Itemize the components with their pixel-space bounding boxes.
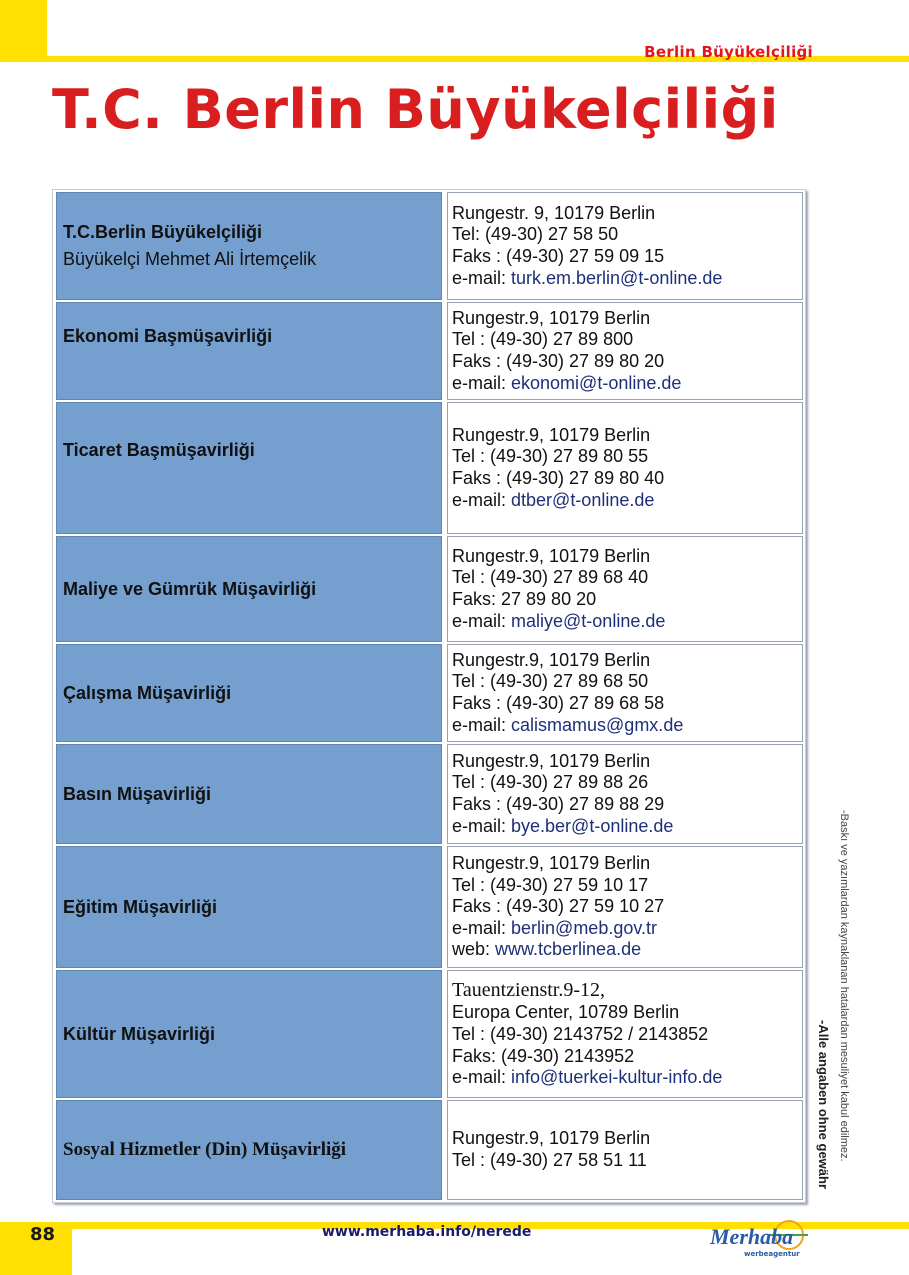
email-line [452, 268, 802, 290]
email-link[interactable]: calismamus@gmx.de [511, 714, 684, 735]
office-name: Basın Müşavirliği [63, 784, 212, 804]
office-name: Maliye ve Gümrük Müşavirliği [63, 579, 317, 599]
email-link[interactable]: turk.em.berlin@t-online.de [511, 267, 723, 288]
address-line: Rungestr.9, 10179 Berlin [452, 307, 651, 328]
address-line: Rungestr. 9, 10179 Berlin [452, 202, 656, 223]
office-name: Çalışma Müşavirliği [63, 683, 232, 703]
email-line [452, 918, 802, 940]
email-label: e-mail: [452, 372, 512, 393]
email-link[interactable]: ekonomi@t-online.de [511, 372, 682, 393]
table-row [56, 744, 803, 844]
fax-line: Faks: 27 89 80 20 [452, 589, 597, 609]
table-row [56, 302, 803, 400]
email-link[interactable]: dtber@t-online.de [511, 489, 655, 510]
page-number: 88 [30, 1224, 56, 1245]
email-line [452, 715, 802, 737]
tel-line: Tel : (49-30) 27 89 80 55 [452, 446, 649, 467]
table-row [56, 846, 803, 968]
table-row [56, 644, 803, 742]
address-line: Rungestr.9, 10179 Berlin [452, 1128, 651, 1149]
email-line [452, 816, 802, 838]
email-link[interactable]: maliye@t-online.de [511, 610, 666, 631]
table-row [56, 192, 803, 300]
email-line [452, 490, 802, 512]
office-cell [56, 1100, 442, 1200]
running-header: Berlin Büyükelçiliği [644, 43, 813, 61]
office-name: Sosyal Hizmetler (Din) Müşavirliği [63, 1139, 347, 1160]
office-cell [56, 644, 442, 742]
office-cell [56, 302, 442, 400]
address-line: Rungestr.9, 10179 Berlin [452, 853, 651, 874]
web-link[interactable]: www.tcberlinea.de [495, 939, 642, 960]
office-name: T.C.Berlin Büyükelçiliği [63, 222, 263, 242]
corner-accent [0, 0, 47, 62]
fax-line: Faks: (49-30) 2143952 [452, 1045, 635, 1066]
fax-line: Faks : (49-30) 27 59 10 27 [452, 896, 665, 917]
office-name: Ticaret Başmüşavirliği [63, 440, 255, 460]
logo-wordmark: Merhaba [710, 1224, 794, 1249]
contact-cell [447, 644, 803, 742]
office-cell [56, 402, 442, 534]
tel-line: Tel : (49-30) 2143752 / 2143852 [452, 1023, 709, 1044]
tel-line: Tel : (49-30) 27 89 800 [452, 329, 634, 350]
email-link[interactable]: berlin@meb.gov.tr [511, 917, 658, 938]
fax-line: Faks : (49-30) 27 89 80 40 [452, 468, 665, 488]
table-row [56, 1100, 803, 1200]
email-label: e-mail: [452, 917, 512, 938]
email-label: e-mail: [452, 1067, 512, 1088]
disclaimer-turkish: -Baskı ve yazımlardan kaynaklanan hatalardan mesuliyet kabul edilmez. [838, 810, 850, 1162]
fax-line: Faks : (49-30) 27 89 68 58 [452, 693, 665, 713]
office-name: Kültür Müşavirliği [63, 1024, 216, 1044]
office-cell [56, 846, 442, 968]
office-cell [56, 192, 442, 300]
email-label: e-mail: [452, 267, 512, 288]
email-label: e-mail: [452, 489, 512, 510]
office-cell [56, 970, 442, 1098]
contact-cell [447, 744, 803, 844]
email-line [452, 1067, 802, 1089]
tel-line: Tel : (49-30) 27 58 51 11 [452, 1150, 647, 1170]
contact-cell [447, 1100, 803, 1200]
address-line: Rungestr.9, 10179 Berlin [452, 649, 651, 670]
email-label: e-mail: [452, 714, 512, 735]
page-title: T.C. Berlin Büyükelçiliği [52, 78, 779, 141]
tel-line: Tel : (49-30) 27 89 68 40 [452, 567, 649, 588]
fax-line: Faks : (49-30) 27 59 09 15 [452, 246, 665, 266]
address-line: Tauentzienstr.9-12, [452, 979, 605, 1002]
web-line [452, 939, 802, 961]
table-row [56, 970, 803, 1098]
tel-line: Tel : (49-30) 27 59 10 17 [452, 874, 649, 895]
office-cell [56, 744, 442, 844]
address-line-2: Europa Center, 10789 Berlin [452, 1002, 680, 1023]
web-label: web: [452, 939, 496, 960]
address-line: Rungestr.9, 10179 Berlin [452, 545, 651, 566]
fax-line: Faks : (49-30) 27 89 80 20 [452, 351, 665, 371]
table-row [56, 536, 803, 642]
tel-line: Tel : (49-30) 27 89 88 26 [452, 772, 649, 793]
office-cell [56, 536, 442, 642]
email-line [452, 373, 802, 395]
fax-line: Faks : (49-30) 27 89 88 29 [452, 794, 665, 814]
email-label: e-mail: [452, 610, 512, 631]
email-link[interactable]: info@tuerkei-kultur-info.de [511, 1067, 723, 1088]
email-label: e-mail: [452, 815, 512, 836]
contact-cell [447, 846, 803, 968]
email-link[interactable]: bye.ber@t-online.de [511, 815, 674, 836]
disclaimer-german: -Alle angaben ohne gewähr [816, 1020, 831, 1190]
contact-cell [447, 192, 803, 300]
contact-cell [447, 970, 803, 1098]
office-subtitle: Büyükelçi Mehmet Ali İrtemçelik [63, 249, 317, 269]
contact-cell [447, 302, 803, 400]
merhaba-logo [710, 1220, 820, 1264]
logo-subtext: werbeagentur [744, 1250, 800, 1258]
address-line: Rungestr.9, 10179 Berlin [452, 750, 651, 771]
office-name: Eğitim Müşavirliği [63, 897, 218, 917]
address-line: Rungestr.9, 10179 Berlin [452, 424, 651, 445]
tel-line: Tel : (49-30) 27 89 68 50 [452, 671, 649, 692]
disclaimer [814, 810, 854, 1210]
contact-cell [447, 402, 803, 534]
tel-line: Tel: (49-30) 27 58 50 [452, 224, 619, 245]
footer-url[interactable]: www.merhaba.info/nerede [322, 1224, 532, 1240]
contact-cell [447, 536, 803, 642]
email-line [452, 611, 802, 633]
office-name: Ekonomi Başmüşavirliği [63, 326, 273, 346]
contact-table [52, 189, 806, 1203]
table-row [56, 402, 803, 534]
